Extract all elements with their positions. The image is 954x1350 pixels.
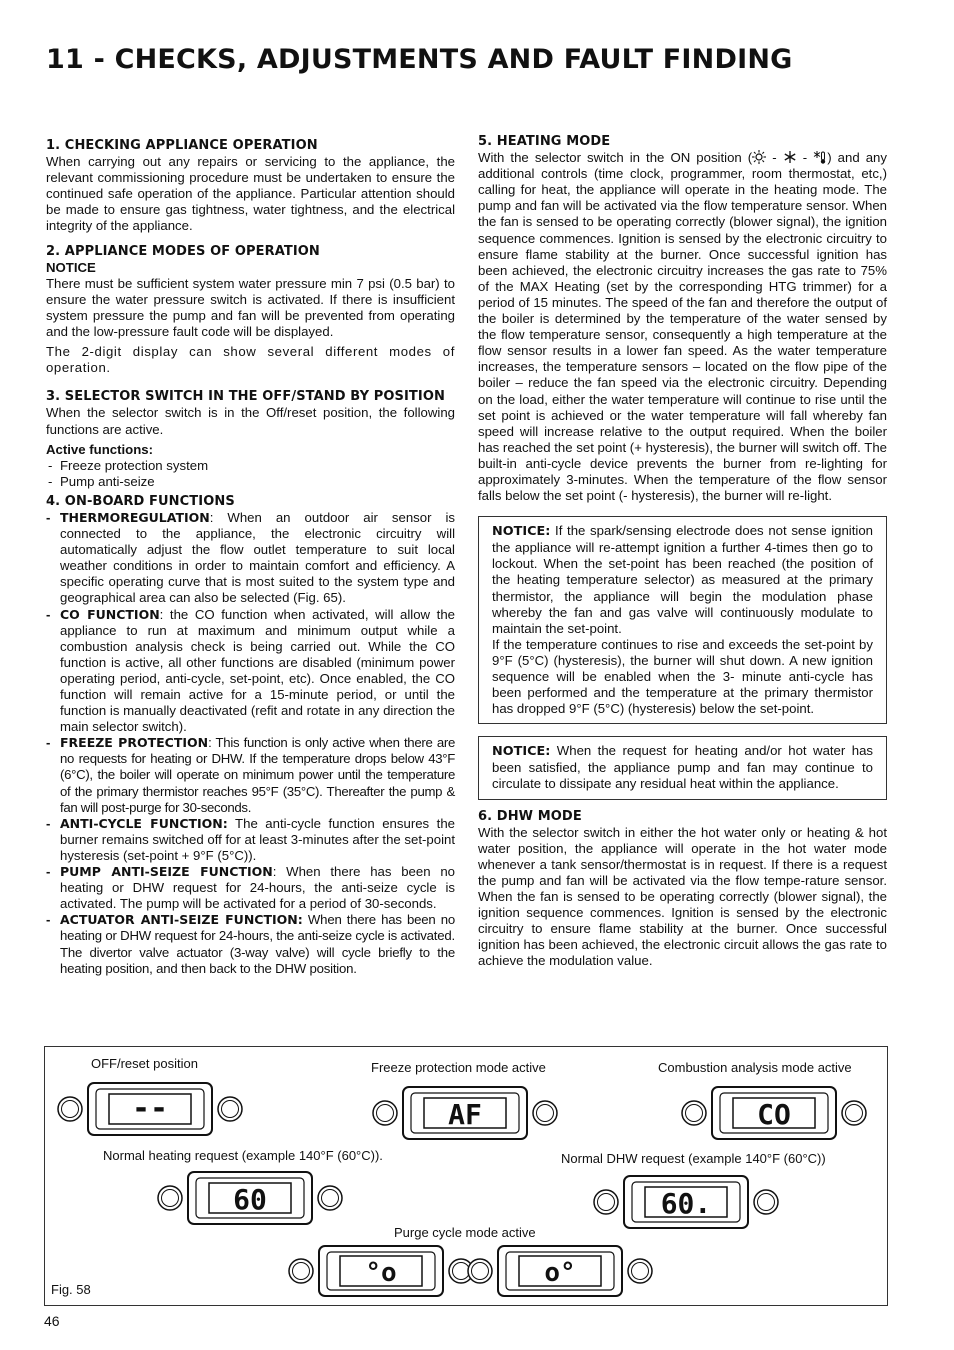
paragraph: NOTICE: When the request for heating and/or hot water has been satisfied, the appliance pump and fan may continue to circulate to dissipate any residual heat within the appliance. xyxy=(492,743,873,792)
display-panel-purge-1 xyxy=(286,1243,476,1299)
list-item: - CO FUNCTION: the CO function when activated, will allow the appliance to run at maximum and minimum output while a combustion analysis check is being carried out. While the CO function is active, all other functions are disabled (minimum power operating period, anti-cycle, set-point, etc). Once enabled, the CO function will remain active for a 15-minute period, or until the function is manually deactivated (refit and rotate in any direction the main selector switch). xyxy=(46,607,455,736)
display-panel-off xyxy=(55,1079,245,1139)
display-readout: AF xyxy=(448,1098,482,1131)
active-functions-list xyxy=(46,458,455,490)
functions-list xyxy=(46,510,455,977)
caption-off: OFF/reset position xyxy=(91,1056,198,1071)
page-title: 11 - CHECKS, ADJUSTMENTS AND FAULT FINDING xyxy=(46,44,793,75)
section-heading: 5. HEATING MODE xyxy=(478,134,611,149)
section-heading: 6. DHW MODE xyxy=(478,808,582,824)
display-freeze xyxy=(370,1083,560,1148)
paragraph: There must be sufficient system water pressure min 7 psi (0.5 bar) to ensure the water pressure switch is activated. If there is insufficient system pressure the pump and fan will be prevented from operating and the low-pressure fault code will be displayed. xyxy=(46,275,455,340)
display-combustion xyxy=(679,1083,869,1148)
display-off xyxy=(55,1079,245,1144)
paragraph: With the selector switch in the ON position ( - - ) and any additional controls (time clock, programmer, room thermostat, etc,) calling for heat, the appliance will operate in the heating mode. The pump and fan will be activated via the flow temperature sensor. When the fan is sensed to be operating correctly (blower signal), the ignition sequence commences. Ignition is sensed by the electronic circuitry to ensure flame stability at the burner. Once successful ignition has been achieved, the electronic circuitry increases the gas rate to 75% of the MAX Heating (set by the corresponding HTG trimmer) for a period of 15 minutes. The speed of the fan and therefore the output of the boiler is determined by the temperature of the water sensed by the flow temperature sensor, consequently a high temperature at the flow sensor results in a lower fan speed. As the water temperature increases, the temperature sensors – located on the flow pipe of the boiler – reduce the fan speed via the electronic circuitry. Depending on the load, either the water temperature will continue to rise until the set point is achieved or the water temperature will fall whereby fan speed will increase relative to the output required. When the boiler has reached the set point (+ hysteresis), the burner will switch off. The built-in anti-cycle device prevents the burner from re-lighting for approximately 3-minutes. When the temperature of the flow sensor falls below the set point (- hysteresis), the burner will re-light. xyxy=(478,150,887,504)
caption-combustion: Combustion analysis mode active xyxy=(658,1060,852,1075)
paragraph: With the selector switch in either the hot water only or heating & hot water position, the appliance will operate in the hot water mode whenever a tank sensor/thermostat is in request. If there is a request the pump and fan will be activated via the flow tempe-rature sensor. When the fan is sensed to be operating correctly (blower signal), the ignition sequence commences. Ignition is sensed by the electronic circuitry to ensure flame stability at the burner. Once successful ignition has been achieved, the electronic circuit allows the gas rate to achieve the modulation value. xyxy=(478,824,887,969)
left-column xyxy=(46,138,455,977)
list-item: - Pump anti-seize xyxy=(46,474,455,490)
active-functions-label: Active functions: xyxy=(46,441,153,457)
list-item: - Freeze protection system xyxy=(46,458,455,474)
figure-58-display-modes xyxy=(44,1046,888,1306)
paragraph: The 2-digit display can show several different modes of operation. xyxy=(46,344,455,376)
section-heading: 1. CHECKING APPLIANCE OPERATION xyxy=(46,138,318,153)
display-purge-1 xyxy=(286,1243,476,1304)
display-readout: °o xyxy=(365,1258,397,1288)
sun-icon xyxy=(752,150,766,164)
paragraph: NOTICE: If the spark/sensing electrode does not sense ignition the appliance will re-attempt ignition a further 4-times then go to lockout. When the set-point has been reached (the position of the heating temperature selector) as measured at the primary thermistor, the appliance will begin the modulation phase whereby the fan and gas valve will continuously modulate to maintain the set-point. xyxy=(492,523,873,636)
display-readout: 60 xyxy=(233,1183,267,1216)
caption-dhw: Normal DHW request (example 140°F (60°C)) xyxy=(561,1151,826,1166)
notice-box-ignition xyxy=(478,516,887,724)
section-heading: 4. ON-BOARD FUNCTIONS xyxy=(46,493,235,509)
notice-label: NOTICE xyxy=(46,259,96,275)
caption-freeze: Freeze protection mode active xyxy=(371,1060,546,1075)
display-panel-freeze xyxy=(370,1083,560,1143)
display-readout: 60. xyxy=(660,1187,712,1220)
paragraph: If the temperature continues to rise and exceeds the set-point by 9°F (5°C) (hysteresis), the burner will shut down. A new ignition sequence will be enabled when the 3- minute anti-cycle has been performed and the temperature at the primary thermistor has dropped 9°F (5°C) (hysteresis) below the set-point. xyxy=(492,636,873,717)
list-item: - THERMOREGULATION: When an outdoor air sensor is connected to the appliance, the electronic circuitry will automatically adjust the flow outlet temperature to suit local weather conditions in order to maintain comfort and efficiency. A specific operating curve that is most suited to the system type and geographical area can also be selected (Fig. 65). xyxy=(46,510,455,607)
display-readout: -- xyxy=(131,1091,169,1126)
display-heating xyxy=(155,1168,345,1233)
right-column xyxy=(478,134,887,970)
display-readout: o° xyxy=(544,1258,576,1288)
list-item: - PUMP ANTI-SEIZE FUNCTION: When there has been no heating or DHW request for 24-hours, the anti-seize cycle is activated. The pump will be activated for a period of 30-seconds. xyxy=(46,864,455,912)
snowflake-thermometer-icon xyxy=(813,150,827,164)
snowflake-icon xyxy=(783,150,797,164)
list-item: - ANTI-CYCLE FUNCTION: The anti-cycle function ensures the burner remains switched off for at least 3-minutes after the set-point hysteresis (set-point + 9°F (5°C)). xyxy=(46,816,455,864)
caption-purge: Purge cycle mode active xyxy=(394,1225,536,1240)
page-number: 46 xyxy=(44,1313,60,1329)
display-purge-2 xyxy=(465,1243,655,1304)
display-panel-dhw xyxy=(591,1172,781,1232)
paragraph: When carrying out any repairs or servicing to the appliance, the relevant commissioning procedure must be undertaken to ensure the continued safe operation of the appliance. Particular attention should be made to ensure gas tightness, water tightness, and the electrical integrity of the appliance. xyxy=(46,154,455,234)
display-panel-combustion xyxy=(679,1083,869,1143)
display-panel-heating xyxy=(155,1168,345,1228)
list-item: - FREEZE PROTECTION: This function is only active when there are no requests for heating or DHW. If the temperature drops below 43°F (6°C), the boiler will operate on minimum power until the temperature of the primary thermistor reaches 95°F (35°C). Thereafter the pump & fan will post-purge for 30-seconds. xyxy=(46,735,455,815)
display-readout: CO xyxy=(757,1098,791,1131)
paragraph: When the selector switch is in the Off/reset position, the following functions are active. xyxy=(46,405,455,437)
section-heading: 2. APPLIANCE MODES OF OPERATION xyxy=(46,243,320,259)
section-heading: 3. SELECTOR SWITCH IN THE OFF/STAND BY POSITION xyxy=(46,389,445,405)
list-item: - ACTUATOR ANTI-SEIZE FUNCTION: When there has been no heating or DHW request for 24-hours, the anti-seize cycle is activated. The divertor valve actuator (3-way valve) will cycle briefly to the heating position, and then back to the DHW position. xyxy=(46,912,455,976)
figure-label: Fig. 58 xyxy=(51,1282,91,1297)
caption-heating: Normal heating request (example 140°F (60°C)). xyxy=(103,1148,383,1163)
notice-box-residual-heat xyxy=(478,736,887,799)
display-panel-purge-2 xyxy=(465,1243,655,1299)
display-dhw xyxy=(591,1172,781,1237)
